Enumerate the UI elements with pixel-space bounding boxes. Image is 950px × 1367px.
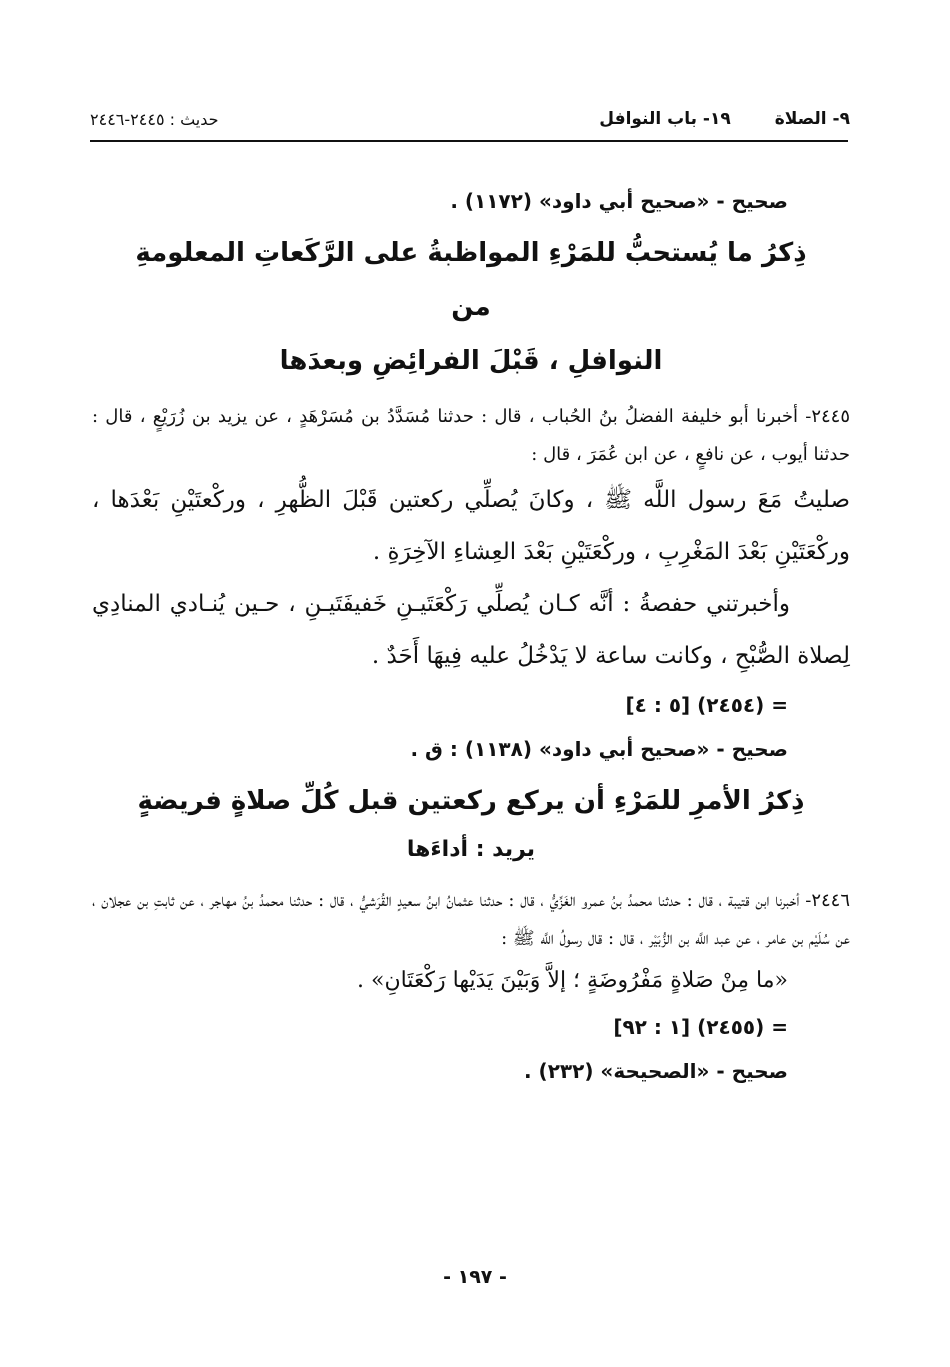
header-section: ٩- الصلاة: [774, 109, 850, 129]
header-hadith-range: حديث : ٢٤٤٥-٢٤٤٦: [90, 109, 219, 129]
grade-line: صحيح - «صحيح أبي داود» (١١٧٢) .: [450, 189, 788, 213]
page-body: [92, 180, 850, 1096]
hadith-isnad: ٢٤٤٥- أخبرنا أبو خليفة الفضلُ بنُ الحُباب ، قال : حدثنا مُسَدَّدُ بن مُسَرْهَدٍ ، عن يزيد بن زُرَيْعٍ ، قال : حدثنا أيوب ، عن نافعٍ ، عن ابن عُمَرَ ، قال :: [92, 406, 850, 465]
header-divider: [90, 140, 848, 142]
header-titles: [599, 109, 850, 129]
chapter-heading: [132, 226, 810, 388]
cross-reference: = (٢٤٥٥) [١ : ٩٢]: [613, 1015, 788, 1039]
hadith-isnad: ٢٤٤٦- أخبرنا ابن قتيبة ، قال : حدثنا محمدُ بنُ عمرو الغَزِّيُّ ، قال : حدثنا عثمانُ ابنُ سعيدٍ القُرَشيُّ ، قال : حدثنا محمدُ بنُ مهاجر ، عن ثابتِ بن عجلان ، عن سُلَيْم بن عامر ، عن عبد اللَّه بن الزُّبَيْر ، قال : قال رسولُ اللَّه ﷺ :: [92, 890, 850, 949]
grade-line: صحيح - «صحيح أبي داود» (١١٣٨) : ق .: [410, 737, 788, 761]
header-chapter: ١٩- باب النوافل: [599, 109, 731, 129]
hadith-text: صليتُ مَعَ رسول اللَّه ﷺ ، وكانَ يُصلِّي ركعتين قَبْلَ الظُّهرِ ، وركْعتَيْنِ بَعْدَها ، وركْعَتَيْنِ بَعْدَ المَغْرِبِ ، وركْعَتَيْنِ بَعْدَ العِشاءِ الآخِرَةِ .: [92, 487, 850, 565]
hadith-text: «ما مِنْ صَلاةٍ مَفْرُوضَةٍ ؛ إلاَّ وَبَيْنَ يَدَيْها رَكْعَتَانِ» .: [357, 968, 788, 993]
running-header: [90, 102, 850, 136]
chapter-heading-line: ذِكرُ ما يُستحبُّ للمَرْءِ المواظبةُ على الرَّكَعاتِ المعلومةِ من: [135, 238, 807, 322]
chapter-heading-line: ذِكرُ الأمرِ للمَرْءِ أن يركع ركعتين قبل كُلِّ صلاةٍ فريضةٍ: [137, 786, 805, 816]
page-number: - ١٩٧ -: [443, 1266, 507, 1288]
chapter-heading-line: النوافلِ ، قَبْلَ الفرائِضِ وبعدَها: [279, 346, 663, 376]
chapter-subheading: يريد : أداءَها: [406, 837, 536, 862]
hadith-text: وأخبرتني حفصةُ : أنَّه كـان يُصلِّي رَكْعَتَيـنِ خَفيفَتَيـنِ ، حـين يُنـادي المنادِي لِصلاة الصُّبْحِ ، وكانت ساعة لا يَدْخُلُ عليه فِيهَا أَحَدٌ .: [92, 591, 850, 669]
chapter-heading: [132, 774, 810, 828]
cross-reference: = (٢٤٥٤) [٥ : ٤]: [625, 693, 788, 717]
grade-line: صحيح - «الصحيحة» (٢٣٢) .: [523, 1059, 788, 1083]
